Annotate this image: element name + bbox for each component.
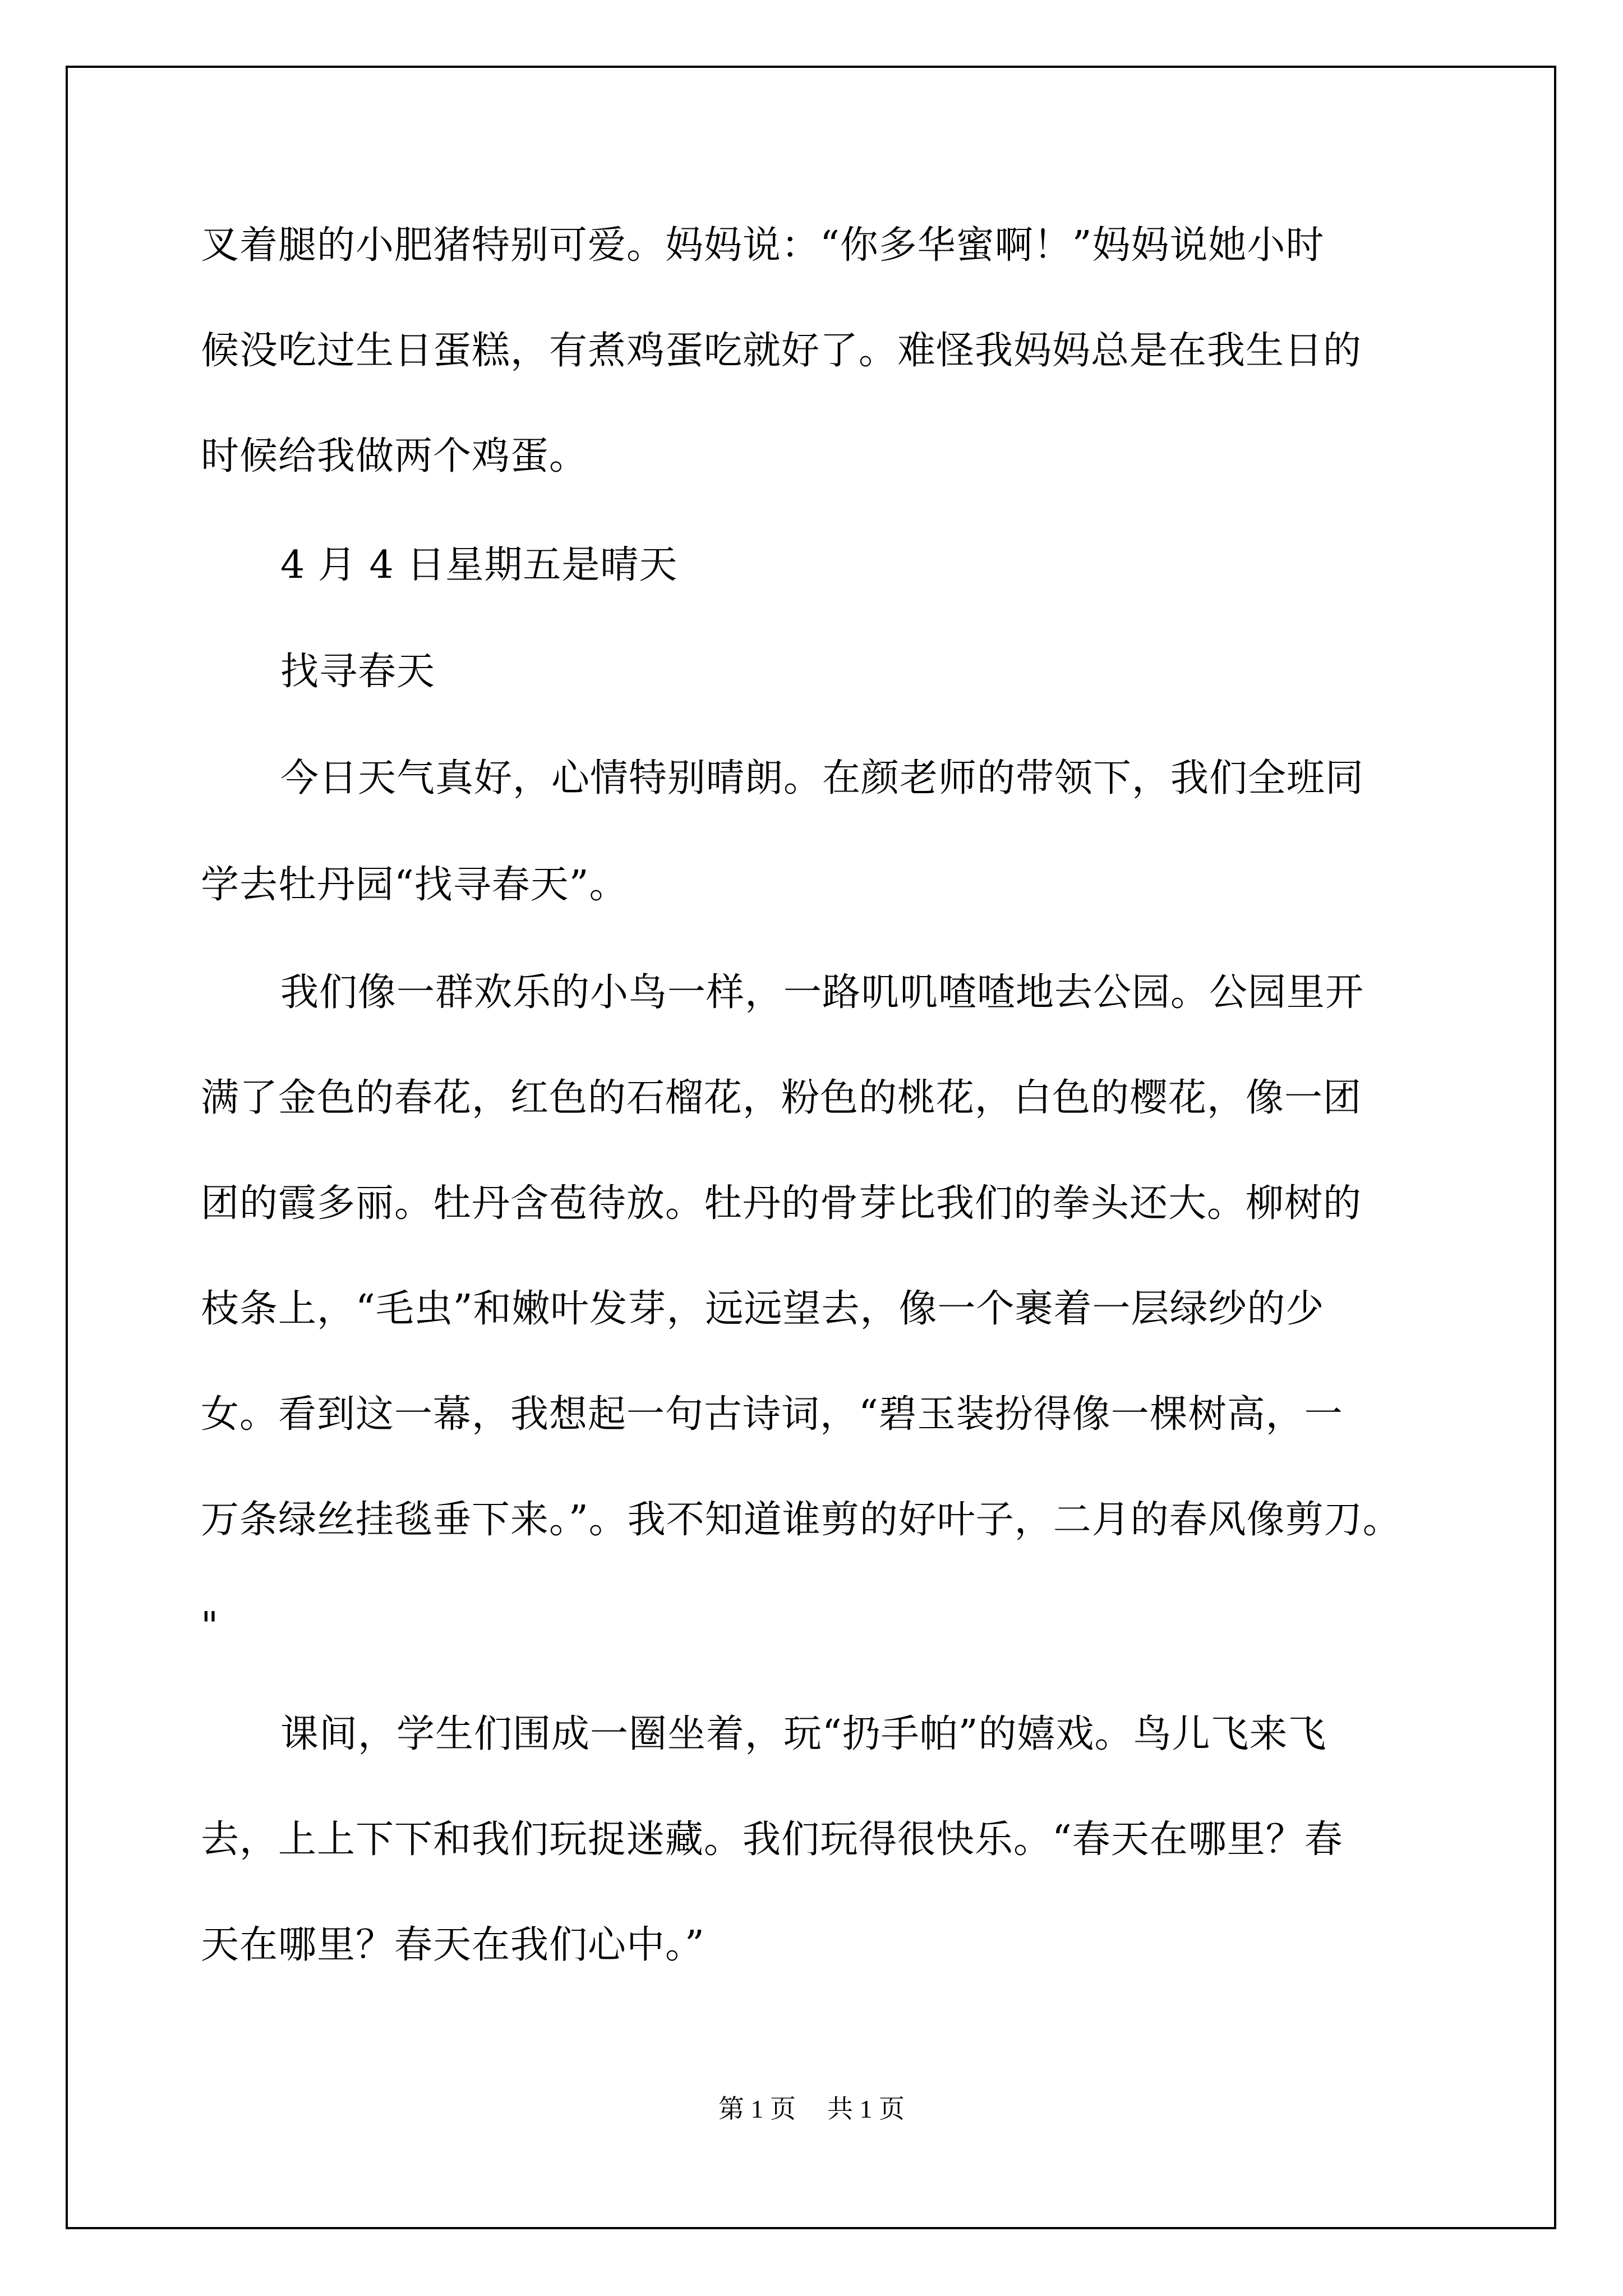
paragraph-line: 叉着腿的小肥猪特别可爱。妈妈说：“你多华蜜啊！”妈妈说她小时	[201, 223, 1325, 268]
paragraph-line: 今日天气真好，心情特别晴朗。在颜老师的带领下，我们全班同	[280, 756, 1364, 800]
date-heading: 4 月 4 日星期五是晴天	[280, 543, 678, 587]
paragraph-line: 满了金色的春花，红色的石榴花，粉色的桃花，白色的樱花，像一团	[201, 1076, 1362, 1120]
page-footer	[0, 2092, 1623, 2126]
paragraph-line: "	[201, 1604, 219, 1649]
page-number: 第 1 页	[718, 2095, 796, 2123]
page-border	[66, 66, 1556, 2229]
paragraph-line: 枝条上，“毛虫”和嫩叶发芽，远远望去，像一个裹着一层绿纱的少	[201, 1287, 1325, 1331]
essay-title: 找寻春天	[280, 650, 436, 694]
paragraph-line: 课间，学生们围成一圈坐着，玩“扔手帕”的嬉戏。鸟儿飞来飞	[280, 1712, 1327, 1756]
paragraph-line: 候没吃过生日蛋糕，有煮鸡蛋吃就好了。难怪我妈妈总是在我生日的	[201, 329, 1362, 373]
paragraph-line: 我们像一群欢乐的小鸟一样，一路叽叽喳喳地去公园。公园里开	[280, 970, 1364, 1015]
page-total: 共 1 页	[827, 2095, 905, 2123]
paragraph-line: 天在哪里？春天在我们心中。”	[201, 1923, 705, 1967]
paragraph-line: 女。看到这一幕，我想起一句古诗词，“碧玉装扮得像一棵树高，一	[201, 1392, 1343, 1437]
paragraph-line: 团的霞多丽。牡丹含苞待放。牡丹的骨芽比我们的拳头还大。柳树的	[201, 1181, 1362, 1226]
paragraph-line: 万条绿丝挂毯垂下来。”。我不知道谁剪的好叶子，二月的春风像剪刀。	[201, 1498, 1401, 1542]
paragraph-line: 学去牡丹园“找寻春天”。	[201, 863, 628, 907]
paragraph-line: 时候给我做两个鸡蛋。	[201, 434, 588, 478]
paragraph-line: 去，上上下下和我们玩捉迷藏。我们玩得很快乐。“春天在哪里？春	[201, 1818, 1343, 1862]
